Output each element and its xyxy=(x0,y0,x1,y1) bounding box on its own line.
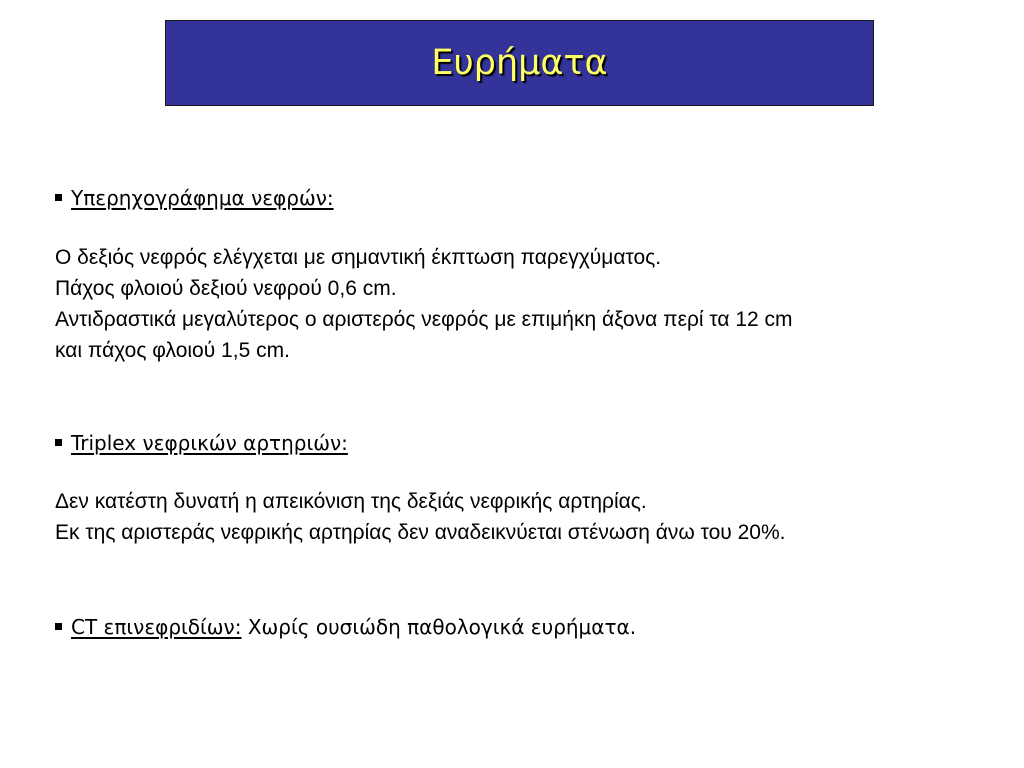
bullet-heading xyxy=(55,184,985,212)
paragraph-line: Εκ της αριστεράς νεφρικής αρτηρίας δεν αναδεικνύεται στένωση άνω του 20%. xyxy=(55,521,786,544)
paragraph-line: Πάχος φλοιού δεξιού νεφρού 0,6 cm. xyxy=(55,277,397,300)
paragraph-line: και πάχος φλοιού 1,5 cm. xyxy=(55,339,290,362)
section-ultrasound xyxy=(55,184,985,366)
section-heading: Υπερηχογράφημα νεφρών: xyxy=(71,186,334,210)
square-bullet-icon xyxy=(55,194,62,201)
paragraph-line: Αντιδραστικά μεγαλύτερος ο αριστερός νεφρός με επιμήκη άξονα περί τα 12 cm xyxy=(55,308,793,331)
section-inline-text: Χωρίς ουσιώδη παθολογικά ευρήματα. xyxy=(241,615,637,639)
bullet-heading xyxy=(55,613,985,641)
section-heading: Triplex νεφρικών αρτηριών: xyxy=(71,431,348,455)
section-triplex xyxy=(55,429,985,548)
paragraph-line: Δεν κατέστη δυνατή η απεικόνιση της δεξιάς νεφρικής αρτηρίας. xyxy=(55,490,647,513)
bullet-heading xyxy=(55,429,985,457)
section-heading: CT επινεφριδίων: xyxy=(71,615,242,639)
square-bullet-icon xyxy=(55,623,62,630)
section-paragraph xyxy=(55,242,985,366)
slide-title: Ευρήματα xyxy=(431,43,608,83)
paragraph-line: Ο δεξιός νεφρός ελέγχεται με σημαντική έκπτωση παρεγχύματος. xyxy=(55,246,662,269)
title-banner xyxy=(165,20,874,106)
square-bullet-icon xyxy=(55,439,62,446)
section-paragraph xyxy=(55,486,985,548)
section-ct xyxy=(55,613,985,641)
